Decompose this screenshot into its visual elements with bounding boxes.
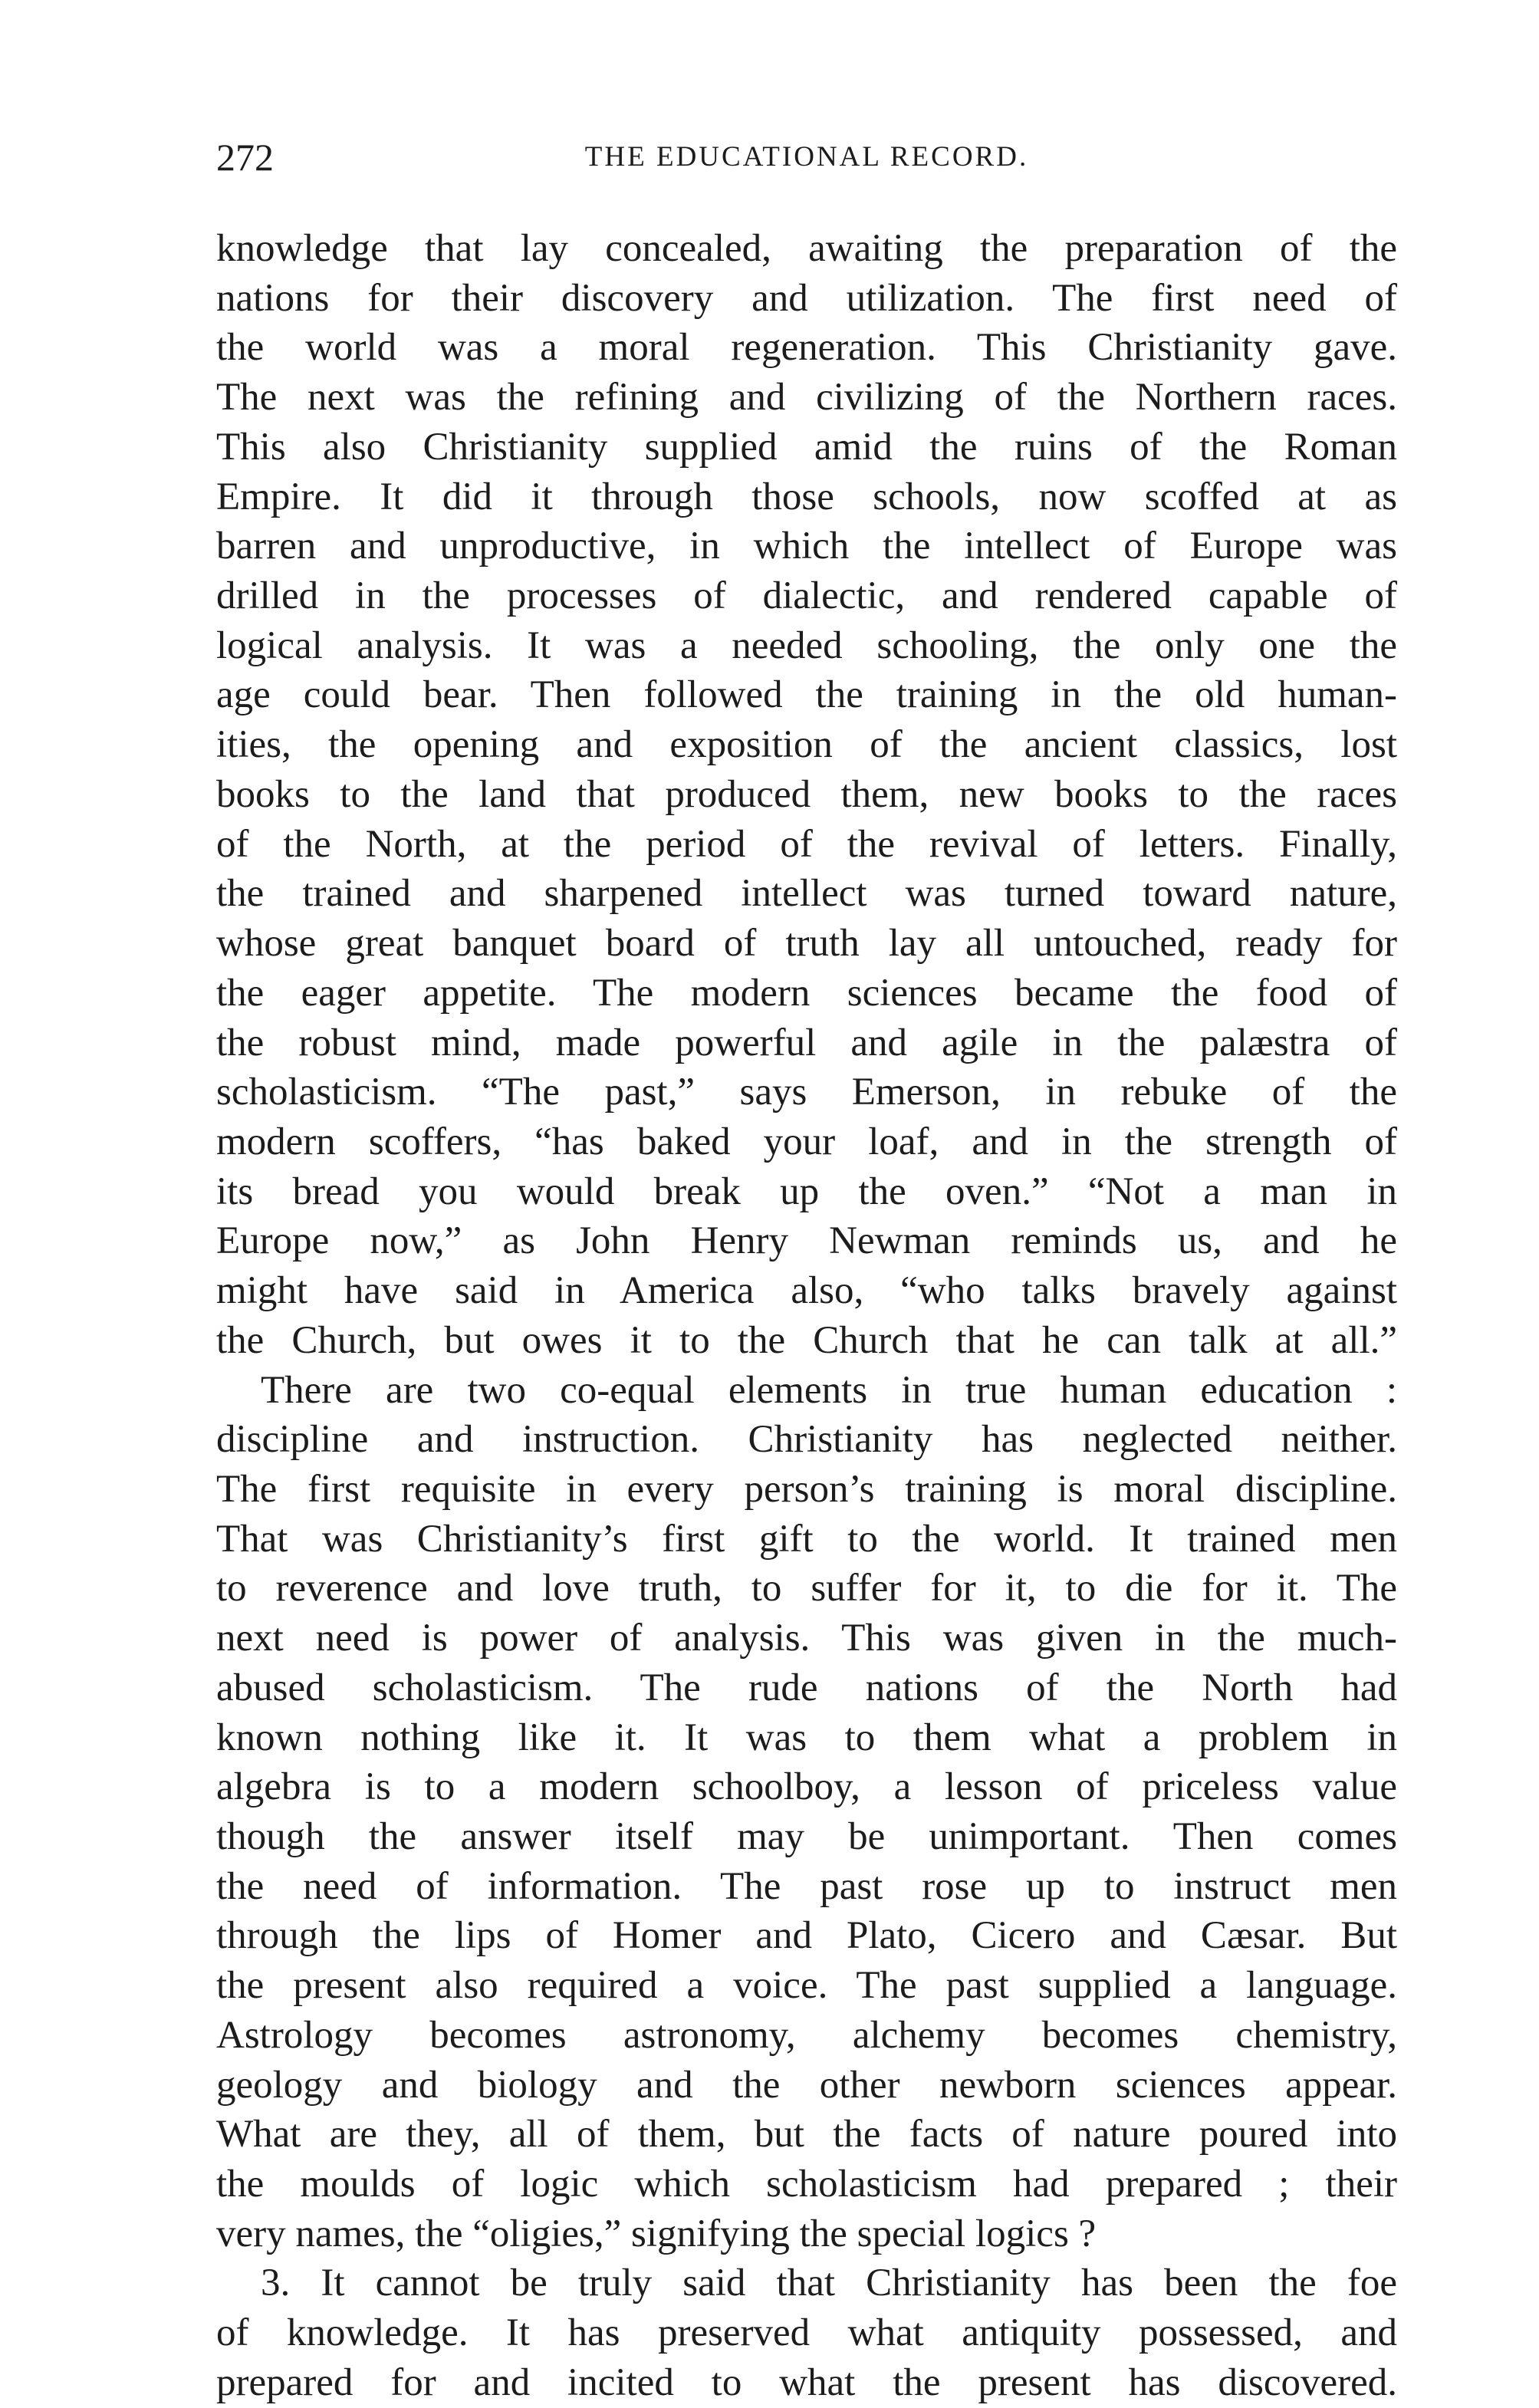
text-line: might have said in America also, “who talks bravely against <box>216 1269 1397 1313</box>
text-line: abused scholasticism. The rude nations of the North had <box>216 1666 1397 1709</box>
text-line: Europe now,” as John Henry Newman reminds us, and he <box>216 1219 1397 1263</box>
text-line: age could bear. Then followed the training in the old human- <box>216 673 1397 717</box>
running-title: THE EDUCATIONAL RECORD. <box>584 141 1029 173</box>
page-header <box>216 130 1397 184</box>
text-line: though the answer itself may be unimportant. Then comes <box>216 1815 1397 1858</box>
text-line: The first requisite in every person’s training is moral discipline. <box>216 1467 1397 1511</box>
text-line: discipline and instruction. Christianity has neglected neither. <box>216 1418 1397 1462</box>
text-line: ities, the opening and exposition of the ancient classics, lost <box>216 723 1397 767</box>
text-line: through the lips of Homer and Plato, Cicero and Cæsar. But <box>216 1914 1397 1958</box>
text-line: of the North, at the period of the revival of letters. Finally, <box>216 822 1397 866</box>
text-line: of knowledge. It has preserved what antiquity possessed, and <box>216 2311 1397 2355</box>
text-line: Empire. It did it through those schools, now scoffed at as <box>216 475 1397 518</box>
text-line: its bread you would break up the oven.” “Not a man in <box>216 1169 1397 1213</box>
text-line: the trained and sharpened intellect was turned toward nature, <box>216 872 1397 916</box>
text-line: whose great banquet board of truth lay all untouched, ready for <box>216 922 1397 966</box>
paragraph-first-line: 3. It cannot be truly said that Christianity has been the foe <box>261 2262 1397 2305</box>
text-line: the moulds of logic which scholasticism had prepared ; their <box>216 2163 1397 2206</box>
text-line: the eager appetite. The modern sciences became the food of <box>216 971 1397 1015</box>
text-line: scholasticism. “The past,” says Emerson, in rebuke of the <box>216 1071 1397 1114</box>
text-line: What are they, all of them, but the facts of nature poured into <box>216 2113 1397 2156</box>
text-line: drilled in the processes of dialectic, and rendered capable of <box>216 574 1397 618</box>
text-line: That was Christianity’s first gift to the world. It trained men <box>216 1517 1397 1561</box>
text-line: next need is power of analysis. This was given in the much- <box>216 1617 1397 1660</box>
text-line: the need of information. The past rose up to instruct men <box>216 1864 1397 1908</box>
text-line: algebra is to a modern schoolboy, a lesson of priceless value <box>216 1765 1397 1809</box>
text-line: logical analysis. It was a needed schooling, the only one the <box>216 623 1397 667</box>
text-line: The next was the refining and civilizing of the Northern races. <box>216 376 1397 419</box>
paragraph-first-line: There are two co-equal elements in true human education : <box>261 1368 1397 1412</box>
text-line: the robust mind, made powerful and agile in the palæstra of <box>216 1021 1397 1064</box>
text-line: the Church, but owes it to the Church that he can talk at all.” <box>216 1318 1397 1362</box>
text-line: This also Christianity supplied amid the ruins of the Roman <box>216 425 1397 469</box>
page-number: 272 <box>216 136 274 179</box>
text-line: nations for their discovery and utilization. The first need of <box>216 276 1397 320</box>
text-line: Astrology becomes astronomy, alchemy becomes chemistry, <box>216 2013 1397 2057</box>
body-text <box>216 224 1397 2408</box>
text-line: modern scoffers, “has baked your loaf, and in the strength of <box>216 1120 1397 1163</box>
text-line: prepared for and incited to what the present has discovered. <box>216 2360 1397 2404</box>
paragraph-last-line: very names, the “oligies,” signifying the special logics ? <box>216 2212 1097 2255</box>
text-line: knowledge that lay concealed, awaiting the preparation of the <box>216 227 1397 270</box>
text-line: geology and biology and the other newborn sciences appear. <box>216 2063 1397 2107</box>
text-line: barren and unproductive, in which the intellect of Europe was <box>216 525 1397 568</box>
text-line: books to the land that produced them, new books to the races <box>216 772 1397 816</box>
text-line: the present also required a voice. The past supplied a language. <box>216 1964 1397 2008</box>
text-line: to reverence and love truth, to suffer for it, to die for it. The <box>216 1567 1397 1610</box>
text-line: known nothing like it. It was to them what a problem in <box>216 1716 1397 1759</box>
text-line: the world was a moral regeneration. This Christianity gave. <box>216 326 1397 370</box>
